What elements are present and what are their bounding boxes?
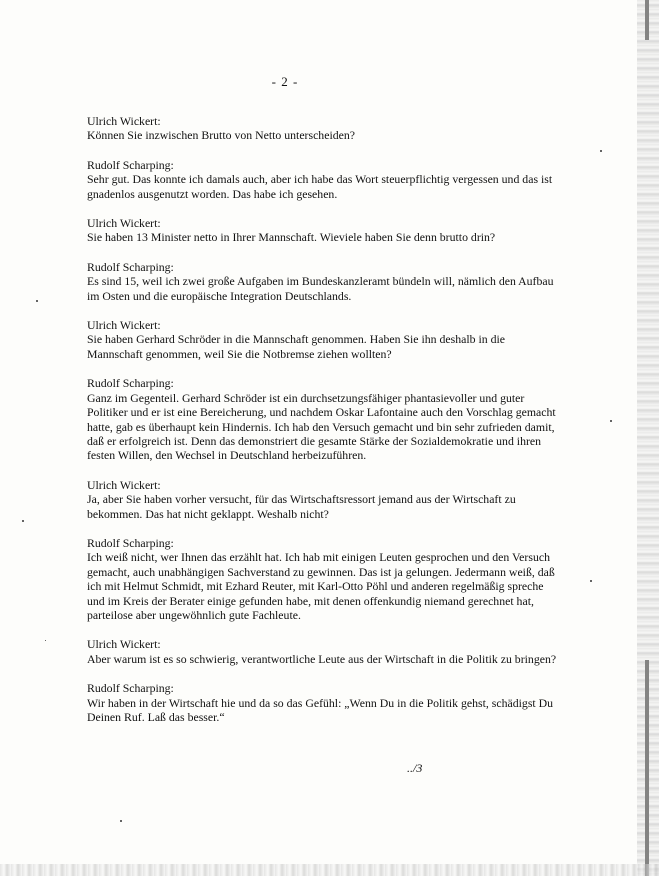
- utterance-text: Ganz im Gegenteil. Gerhard Schröder ist ein durchsetzungsfähiger phantasievoller und guter Politiker und er ist eine Bereicherung, und nachdem Oskar Lafontaine auch den Vorschlag gemacht hatte, gab es überhaupt kein Hindernis. Ich hab den Versuch gemacht und bin sehr zufrieden damit, daß er erfolgreich ist. Denn das demonstriert die gesamte Stärke der Sozialdemokratie und ihren festen Willen, den Wechsel in Deutschland herbeizuführen.: [87, 390, 556, 463]
- utterance-text: Sie haben Gerhard Schröder in die Mannschaft genommen. Haben Sie ihn deshalb in die Mannschaft genommen, weil Sie die Notbremse ziehen wollten?: [87, 332, 506, 361]
- scan-edge-bottom: [0, 864, 659, 876]
- speaker-name: Rudolf Scharping:: [87, 681, 174, 696]
- utterance-text: Sehr gut. Das konnte ich damals auch, aber ich habe das Wort steuerpflichtig vergessen und das ist gnadenlos ausgenutzt worden. Das habe ich gesehen.: [87, 172, 553, 201]
- dialogue-turn: [87, 260, 557, 303]
- utterance-text: Ich weiß nicht, wer Ihnen das erzählt hat. Ich hab mit einigen Leuten gesprochen und den Versuch gemacht, auch unabhängigen Sachverstand zu gewinnen. Das ist ja gelungen. Jedermann weiß, daß ich mit Helmut Schmidt, mit Ezhard Reuter, mit Karl-Otto Pöhl und anderen regelmäßig spreche und im Kreis der Berater einige gefunden habe, mit denen offenkundig niemand gerechnet hat, parteilose aber ungewöhnlich gute Fachleute.: [87, 550, 555, 622]
- speaker-name: Ulrich Wickert:: [87, 637, 161, 652]
- utterance-text: Es sind 15, weil ich zwei große Aufgaben im Bundeskanzleramt bündeln will, nämlich den Aufbau im Osten und die europäische Integration Deutschlands.: [87, 274, 554, 303]
- speaker-name: Rudolf Scharping:: [87, 535, 174, 550]
- speaker-name: Ulrich Wickert:: [87, 216, 161, 231]
- dialogue-turn: [87, 216, 557, 245]
- continuation-marker: ../3: [407, 761, 423, 775]
- utterance-text: Ja, aber Sie haben vorher versucht, für das Wirtschaftsressort jemand aus der Wirtschaft zu bekommen. Das hat nicht geklappt. Weshalb nicht?: [87, 492, 516, 521]
- dialogue-turn: [87, 637, 557, 666]
- speaker-name: Rudolf Scharping:: [87, 376, 174, 391]
- utterance-text: Können Sie inzwischen Brutto von Netto unterscheiden?: [87, 128, 355, 143]
- speaker-name: Rudolf Scharping:: [87, 259, 174, 274]
- utterance-text: Sie haben 13 Minister netto in Ihrer Mannschaft. Wieviele haben Sie denn brutto drin?: [87, 230, 496, 245]
- dialogue-turn: [87, 478, 557, 521]
- dialogue-turn: [87, 681, 557, 724]
- speaker-name: Ulrich Wickert:: [87, 477, 161, 492]
- interview-transcript: [87, 114, 557, 739]
- dialogue-turn: [87, 536, 557, 622]
- speaker-name: Ulrich Wickert:: [87, 114, 161, 128]
- utterance-text: Aber warum ist es so schwierig, verantwortliche Leute aus der Wirtschaft in die Politik zu bringen?: [87, 651, 557, 666]
- dialogue-turn: [87, 376, 557, 462]
- speaker-name: Rudolf Scharping:: [87, 157, 174, 172]
- speaker-name: Ulrich Wickert:: [87, 318, 161, 333]
- dialogue-turn: [87, 318, 557, 361]
- page-number: - 2 -: [271, 74, 299, 89]
- utterance-text: Wir haben in der Wirtschaft hie und da so das Gefühl: „Wenn Du in die Politik gehst, schädigst Du Deinen Ruf. Laß das besser.“: [87, 695, 554, 724]
- dialogue-turn: [87, 158, 557, 201]
- scan-edge-right: [637, 0, 659, 876]
- dialogue-turn: [87, 114, 557, 143]
